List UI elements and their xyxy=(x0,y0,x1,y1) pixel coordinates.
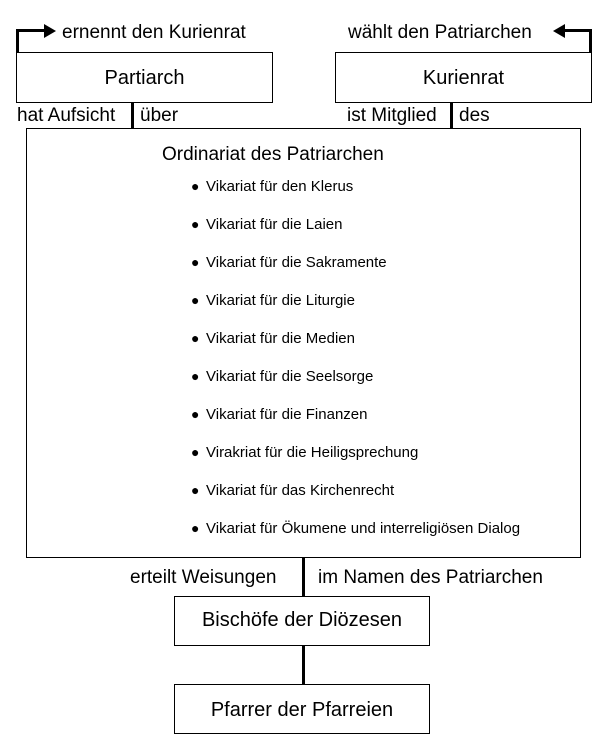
list-item xyxy=(191,214,520,252)
list-item xyxy=(191,442,520,480)
right-connector-line xyxy=(450,103,453,129)
vicariate-label: Vikariat für die Sakramente xyxy=(206,254,387,271)
vicariate-label: Vikariat für die Finanzen xyxy=(206,406,368,423)
ordinariat-title: Ordinariat des Patriarchen xyxy=(162,144,384,165)
kurienrat-box xyxy=(335,52,592,103)
vicariate-label: Vikariat für Ökumene und interreligiösen Dialog xyxy=(206,520,521,537)
appoints-label: ernennt den Kurienrat xyxy=(62,22,246,43)
on-behalf-label: im Namen des Patriarchen xyxy=(318,567,543,588)
member-label: ist Mitglied xyxy=(347,105,437,126)
bullet-icon: ● xyxy=(191,216,200,232)
list-item xyxy=(191,290,520,328)
bullet-icon: ● xyxy=(191,406,200,422)
bullet-icon: ● xyxy=(191,178,200,194)
bishops-label: Bischöfe der Diözesen xyxy=(201,609,403,631)
vicariate-label: Vikariat für die Seelsorge xyxy=(206,368,374,385)
arrow-left-horizontal xyxy=(16,29,46,32)
bishops-box xyxy=(174,596,430,646)
arrow-right-vertical xyxy=(589,29,592,53)
vicariate-label: Vikariat für das Kirchenrecht xyxy=(206,482,395,499)
vicariate-label: Vikariat für die Laien xyxy=(206,216,343,233)
bullet-icon: ● xyxy=(191,444,200,460)
left-connector-line xyxy=(131,103,134,129)
of-label: des xyxy=(459,105,490,126)
list-item xyxy=(191,480,520,518)
vicariate-label: Vikariat für die Medien xyxy=(206,330,355,347)
vicariate-label: Vikariat für den Klerus xyxy=(206,178,354,195)
priests-box xyxy=(174,684,430,734)
list-item xyxy=(191,518,520,556)
patriarch-label: Partiarch xyxy=(104,67,185,89)
bullet-icon: ● xyxy=(191,368,200,384)
instructs-label: erteilt Weisungen xyxy=(130,567,277,588)
list-item xyxy=(191,176,520,214)
supervises-label: hat Aufsicht xyxy=(17,105,116,126)
priests-label: Pfarrer der Pfarreien xyxy=(210,699,394,721)
bullet-icon: ● xyxy=(191,254,200,270)
patriarch-box xyxy=(16,52,273,103)
over-label: über xyxy=(140,105,179,126)
bullet-icon: ● xyxy=(191,482,200,498)
kurienrat-label: Kurienrat xyxy=(422,67,505,89)
list-item xyxy=(191,366,520,404)
arrow-left-vertical xyxy=(16,29,19,53)
vicariate-label: Virakriat für die Heiligsprechung xyxy=(206,444,419,461)
bullet-icon: ● xyxy=(191,520,200,536)
lower-connector-line xyxy=(302,646,305,684)
vicariate-label: Vikariat für die Liturgie xyxy=(206,292,355,309)
vicariate-list xyxy=(191,176,520,556)
list-item xyxy=(191,404,520,442)
bullet-icon: ● xyxy=(191,292,200,308)
arrow-right-icon xyxy=(44,24,56,38)
list-item xyxy=(191,328,520,366)
list-item xyxy=(191,252,520,290)
middle-connector-line xyxy=(302,558,305,596)
elects-label: wählt den Patriarchen xyxy=(348,22,532,43)
arrow-right-horizontal xyxy=(563,29,592,32)
bullet-icon: ● xyxy=(191,330,200,346)
